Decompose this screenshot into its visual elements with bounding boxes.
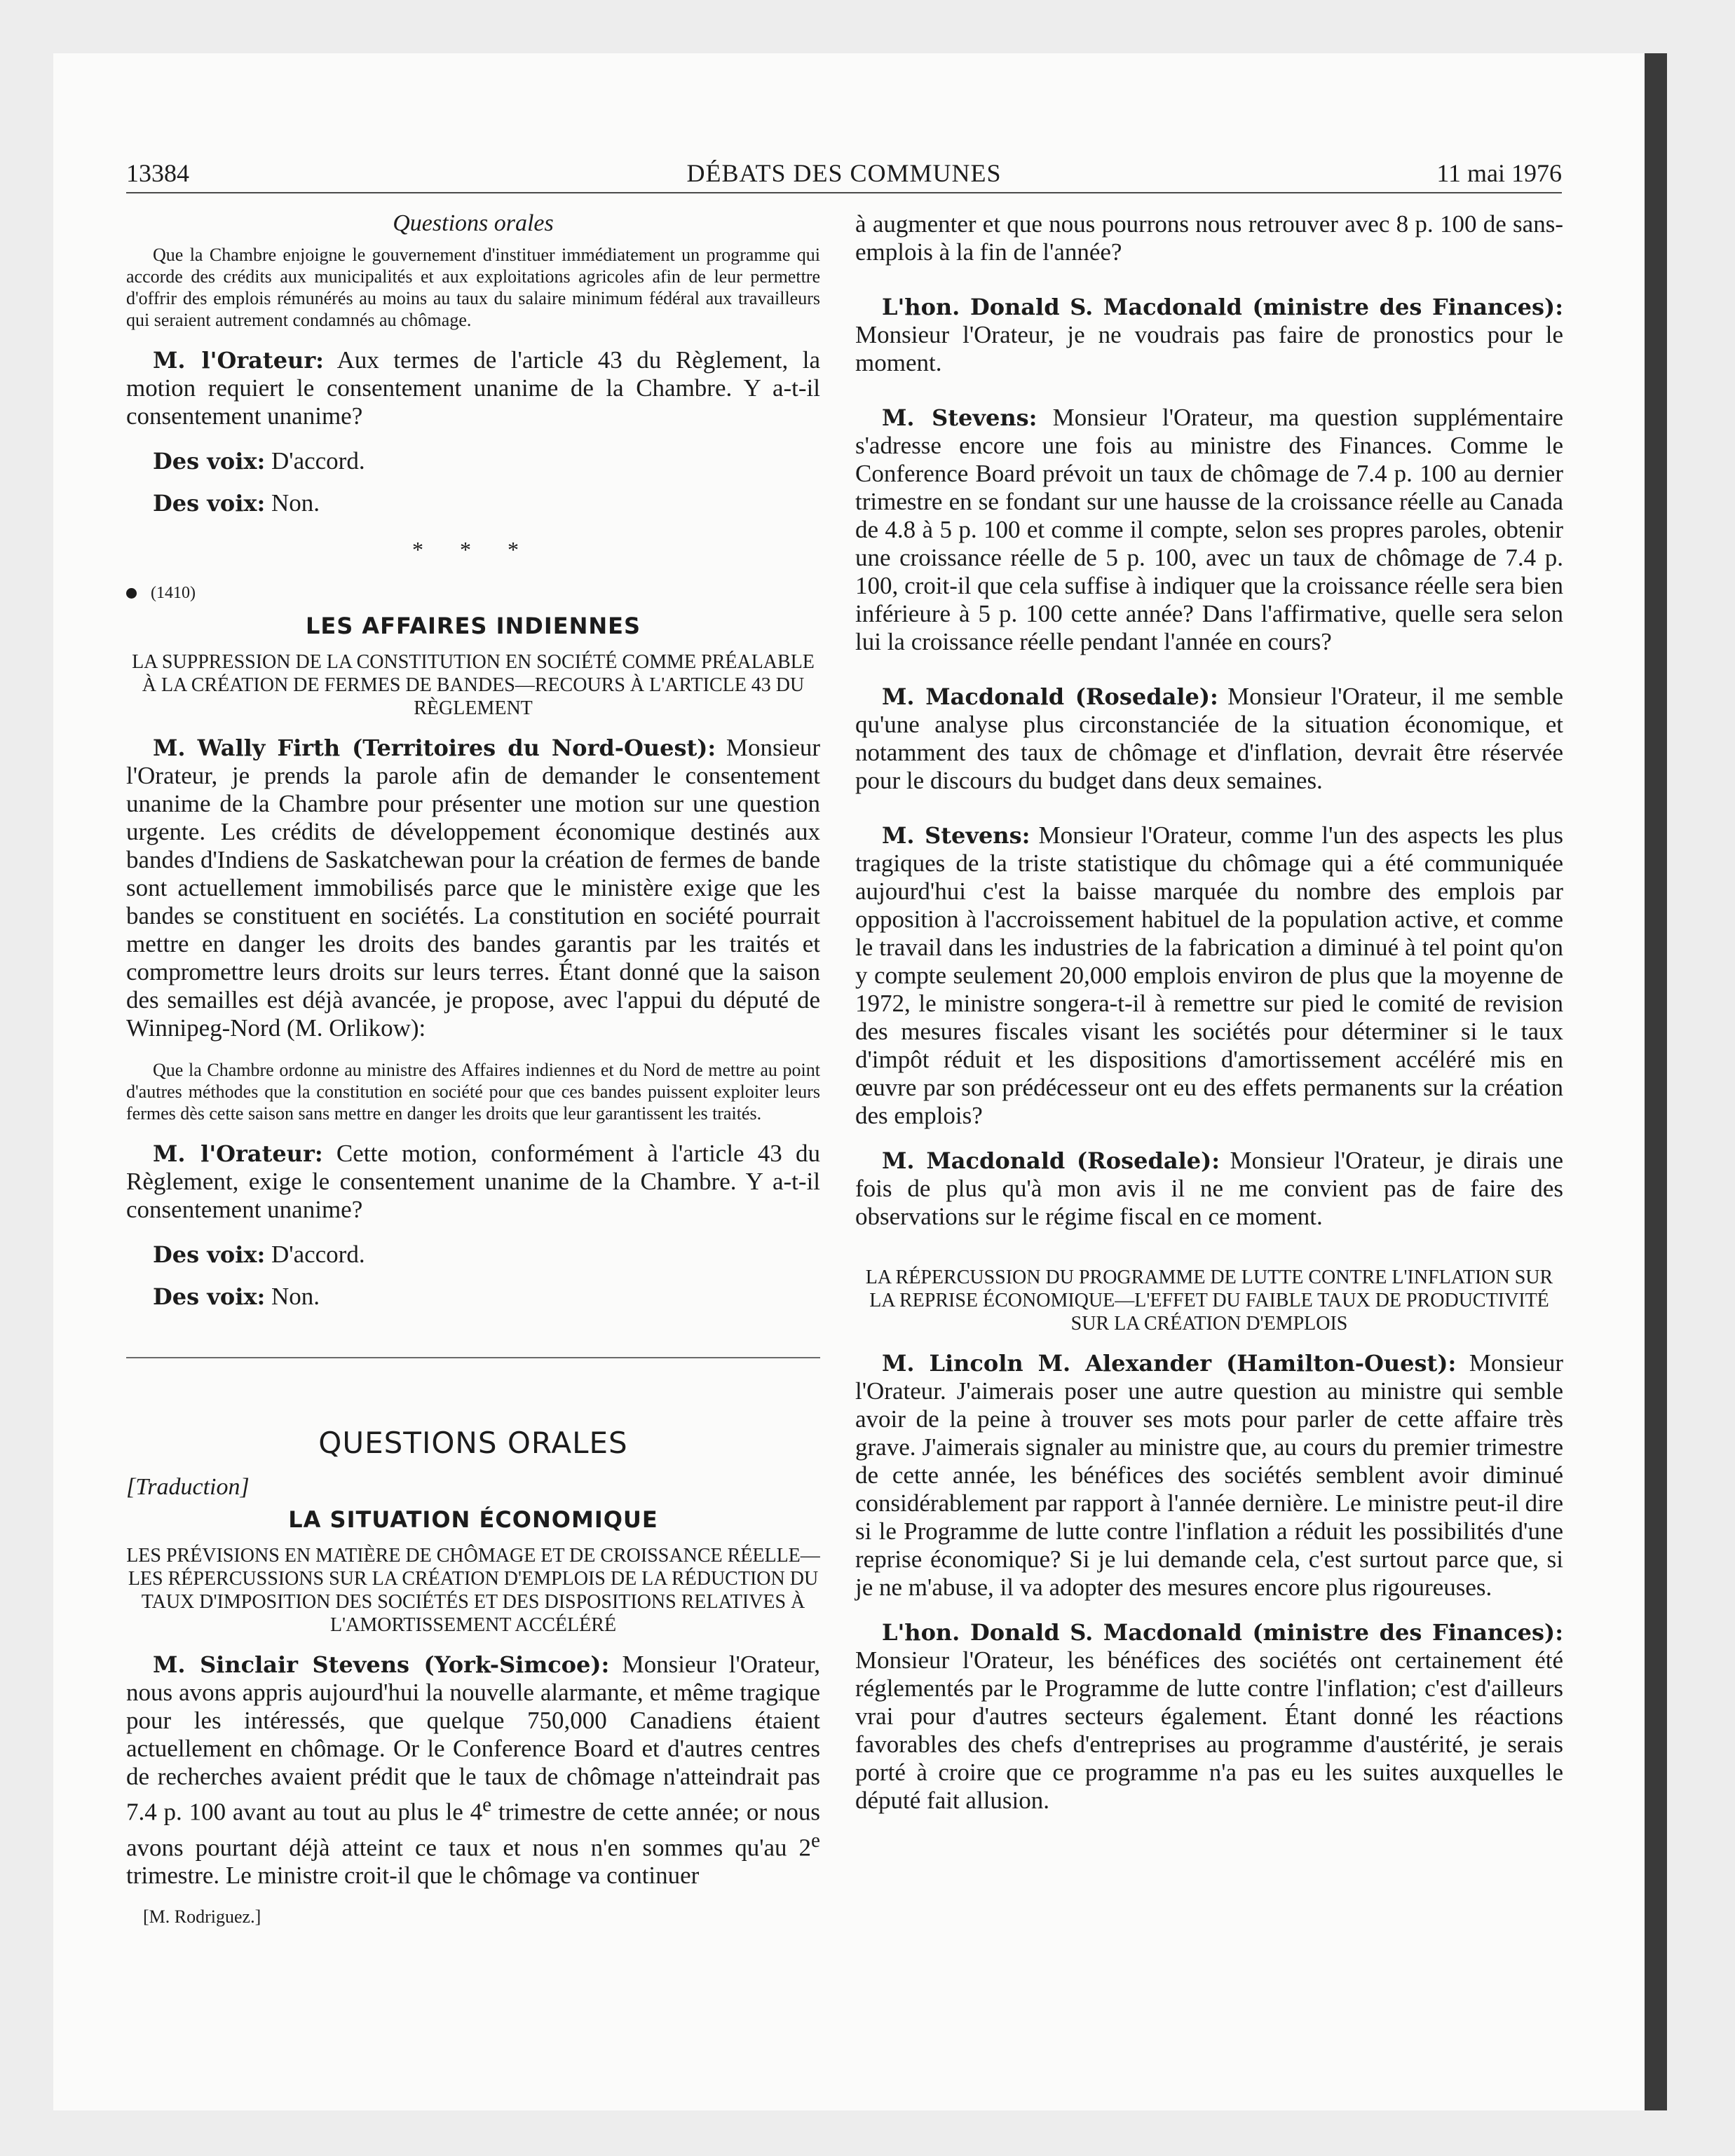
speech-text: D'accord. [265, 1241, 365, 1268]
speaker-name: M. Lincoln M. Alexander (Hamilton-Ouest): [882, 1350, 1457, 1377]
paragraph [855, 404, 1563, 656]
speech-text: Monsieur l'Orateur, il me semble qu'une analyse plus circonstanciée de la situation économique, et notamment des taux de chômage et d'inflation, devrait être réservée pour le discours du budget dans deux semaines. [855, 683, 1563, 794]
section-heading: LES AFFAIRES INDIENNES [305, 613, 641, 639]
speech-text: Cette motion, conformément à l'article 43 du Règlement, exige le consentement unanime de la Chambre. Y a-t-il consentement unanime? [126, 1140, 821, 1223]
speech-text: Monsieur l'Orateur, les bénéfices des sociétés ont certainement été réglementés par le Programme de lutte contre l'inflation; c'est d'ailleurs vrai pour d'autres secteurs également. Étant donné les réactions favorables des chefs d'entreprises au programme d'austérité, je serais porté à croire que ce programme n'a pas eu les suites auxquelles le député fait allusion. [855, 1646, 1563, 1814]
subsection-heading: LES PRÉVISIONS EN MATIÈRE DE CHÔMAGE ET DE CROISSANCE RÉELLE—LES RÉPERCUSSIONS SUR LA CRÉATION D'EMPLOIS DE LA RÉDUCTION DU TAUX D'IMPOSITION DES SOCIÉTÉS ET DES DISPOSITIONS RELATIVES À L'AMORTISSEMENT ACCÉLÉRÉ [126, 1545, 820, 1636]
speech-text: Monsieur l'Orateur. J'aimerais poser une autre question au ministre qui semble avoir de la peine à trouver ses mots pour parler de cette affaire très grave. J'aimerais signaler au ministre que, au cours du premier trimestre de cette année, les bénéfices des sociétés semblent avoir diminué considérablement par rapport à l'année dernière. Le ministre peut-il dire si le Programme de lutte contre l'inflation a réduit les possibilités d'une reprise économique? Si je lui demande cela, c'est surtout parce que, si je ne m'abuse, il va adopter des mesures encore plus rigoureuses. [855, 1349, 1564, 1601]
section-label: Questions orales [393, 210, 554, 236]
speech-text: Non. [265, 1283, 320, 1310]
paragraph [126, 1140, 820, 1224]
paragraph [855, 1349, 1563, 1602]
section-break: * * * [412, 537, 534, 562]
page-number: 13384 [126, 159, 189, 187]
section-heading: LA SITUATION ÉCONOMIQUE [288, 1506, 658, 1533]
speaker-name: M. Stevens: [882, 404, 1037, 431]
paragraph [126, 346, 820, 430]
translation-note: [Traduction] [126, 1474, 250, 1500]
speaker-name: L'hon. Donald S. Macdonald (ministre des Finances): [882, 294, 1563, 320]
speaker-name: M. Macdonald (Rosedale): [882, 1147, 1220, 1174]
speaker-name: Des voix: [153, 1241, 266, 1268]
timestamp [126, 584, 820, 603]
paragraph [855, 683, 1563, 795]
paragraph: à augmenter et que nous pourrons nous retrouver avec 8 p. 100 de sans-emplois à la fin de l'année? [855, 210, 1563, 266]
speaker-name: M. Wally Firth (Territoires du Nord-Ouest): [153, 735, 716, 761]
speech-text: Monsieur l'Orateur, nous avons appris aujourd'hui la nouvelle alarmante, et même tragique pour les intéressés, que quelque 750,000 Canadiens étaient actuellement en chômage. Or le Conference Board et d'autres centres de recherches avaient prédit que le taux de chômage n'atteindrait pas 7.4 p. 100 avant au tout au plus le 4 [126, 1651, 821, 1826]
right-column [855, 210, 1563, 1831]
paragraph [126, 734, 820, 1042]
speaker-name: M. Stevens: [882, 822, 1030, 849]
speech-text: trimestre. Le ministre croit-il que le chômage va continuer [126, 1862, 700, 1890]
speech-text: Non. [265, 489, 320, 517]
divider [126, 1357, 820, 1358]
time-label: (1410) [151, 584, 196, 602]
speech-text: trimestre de cette année; or nous avons pourtant déjà atteint ce taux et nous n'en sommes qu'au 2 [126, 1798, 820, 1862]
speaker-name: Des voix: [153, 490, 266, 517]
paragraph [855, 821, 1563, 1130]
paragraph [855, 293, 1563, 377]
speech-text: Aux termes de l'article 43 du Règlement, la motion requiert le consentement unanime de la Chambre. Y a-t-il consentement unanime? [126, 346, 820, 430]
voice-vote [153, 489, 820, 517]
major-heading: QUESTIONS ORALES [318, 1426, 628, 1460]
speaker-name: L'hon. Donald S. Macdonald (ministre des Finances): [882, 1619, 1563, 1646]
speech-text: Monsieur l'Orateur, ma question supplémentaire s'adresse encore une fois au ministre des Finances. Comme le Conference Board prévoit un taux de chômage de 7.4 p. 100 au dernier trimestre en se fondant sur une hausse de la croissance réelle au Canada de 4.8 à 5 p. 100 et comme il compte, selon ses propres paroles, obtenir une croissance réelle de 5 p. 100, avec un taux de chômage de 7.4 p. 100, croit-il que cela suffise à indiquer que la croissance réelle sera bien inférieure à 5 p. 100 cette année? Dans l'affirmative, quelle sera selon lui la croissance réelle pendant l'année en cours? [855, 404, 1564, 655]
motion-text: Que la Chambre enjoigne le gouvernement d'instituer immédiatement un programme qui accorde des crédits aux municipalités et aux exploitations agricoles afin de leur permettre d'offrir des emplois rémunérés au moins au taux du salaire minimum fédéral aux travailleurs qui seraient autrement condamnés au chômage. [126, 245, 820, 330]
speech-text: D'accord. [265, 447, 365, 475]
speaker-name: Des voix: [153, 448, 266, 475]
running-header [126, 156, 1562, 193]
publication-title: DÉBATS DES COMMUNES [686, 159, 1002, 187]
speech-text: Monsieur l'Orateur, je ne voudrais pas faire de pronostics pour le moment. [855, 321, 1563, 376]
subsection-heading: LA RÉPERCUSSION DU PROGRAMME DE LUTTE CONTRE L'INFLATION SUR LA REPRISE ÉCONOMIQUE—L'EFFET DU FAIBLE TAUX DE PRODUCTIVITÉ SUR LA CRÉATION D'EMPLOIS [865, 1267, 1553, 1335]
speech-text: Monsieur l'Orateur, je prends la parole afin de demander le consentement unanime de la Chambre pour présenter une motion sur une question urgente. Les crédits de développement économique destinés aux bandes d'Indiens de Saskatchewan pour la création de fermes de bande sont actuellement immobilisés parce que le ministère exige que les bandes se constituent en sociétés. La constitution en société pourrait mettre en danger les droits des bandes garantis par les traités et compromettre leurs droits sur leurs terres. Étant donné que la saison des semailles est déjà avancée, je propose, avec l'appui du député de Winnipeg-Nord (M. Orlikow): [126, 734, 821, 1042]
speaker-name: M. Sinclair Stevens (York-Simcoe): [153, 1651, 610, 1678]
header-date: 11 mai 1976 [1436, 159, 1562, 187]
speech-text: Monsieur l'Orateur, comme l'un des aspects les plus tragiques de la triste statistique du chômage qui a été communiquée aujourd'hui c'est la baisse marquée du nombre des emplois par opposition à l'accroissement habituel de la population active, et comme le travail dans les industries de la fabrication a diminué à tel point qu'on y compte seulement 20,000 emplois environ de plus que la moyenne de 1972, le ministre songera-t-il à remettre sur pied le comité de revision des mesures fiscales visant les sociétés pour déterminer si le taux d'impôt réduit et les dispositions d'amortissement accéléré mis en œuvre par son prédécesseur ont eu des effets permanents sur la création des emplois? [855, 821, 1563, 1129]
voice-vote [153, 447, 820, 475]
paragraph [126, 1651, 820, 1890]
superscript: e [482, 1794, 492, 1816]
left-column [126, 210, 820, 1928]
bullet-icon [126, 588, 137, 599]
voice-vote [153, 1241, 820, 1269]
paragraph [855, 1618, 1563, 1815]
speaker-name: M. l'Orateur: [153, 1140, 323, 1167]
speaker-name: M. l'Orateur: [153, 347, 324, 374]
superscript: e [811, 1829, 820, 1852]
subsection-heading: LA SUPPRESSION DE LA CONSTITUTION EN SOCIÉTÉ COMME PRÉALABLE À LA CRÉATION DE FERMES DE BANDES—RECOURS À L'ARTICLE 43 DU RÈGLEMENT [132, 651, 815, 719]
paragraph [855, 1147, 1563, 1231]
binding-edge [1645, 53, 1667, 2110]
speaker-name: Des voix: [153, 1283, 266, 1310]
speaker-name: M. Macdonald (Rosedale): [882, 683, 1218, 710]
motion-text: Que la Chambre ordonne au ministre des Affaires indiennes et du Nord de mettre au point d'autres méthodes que la constitution en société pour que ces bandes puissent exploiter leurs fermes dès cette saison sans mettre en danger les droits que leur garantissent les traités. [126, 1060, 820, 1124]
voice-vote [153, 1283, 820, 1311]
speech-text: Monsieur l'Orateur, je dirais une fois de plus qu'à mon avis il ne me convient pas de faire des observations sur le régime fiscal en ce moment. [855, 1147, 1564, 1230]
page-reference: [M. Rodriguez.] [143, 1906, 261, 1928]
